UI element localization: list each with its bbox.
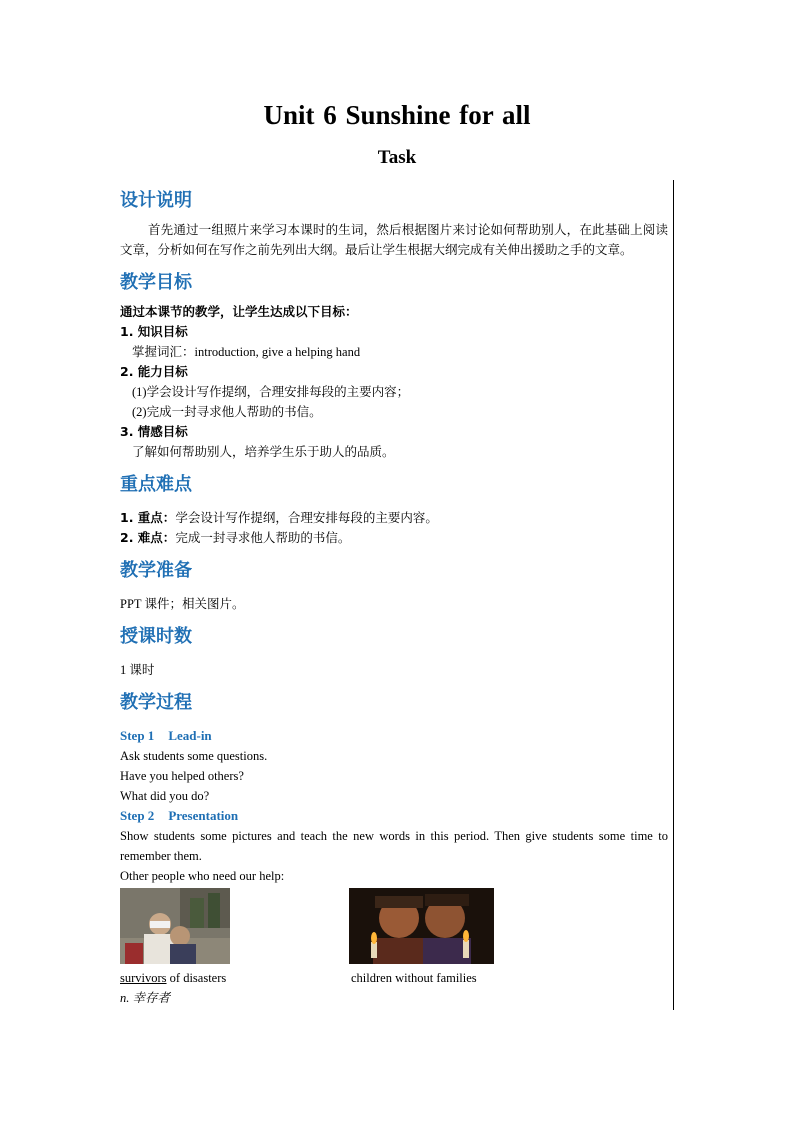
difficult-point-text: 完成一封寻求他人帮助的书信。 [175, 531, 351, 545]
caption-survivors [120, 968, 226, 988]
difficult-point-label: 2. 难点： [120, 530, 176, 545]
section-keypoints-heading: 重点难点 [120, 474, 192, 495]
margin-rule [673, 180, 674, 1010]
caption-survivors-rest: of disasters [166, 971, 227, 985]
picture-captions [120, 968, 668, 988]
step1-number: Step 1 [120, 728, 155, 743]
design-text: 首先通过一组照片来学习本课时的生词，然后根据图片来讨论如何帮助别人，在此基础上阅读文章，分析如何在写作之前先列出大纲。最后让学生根据大纲完成有关伸出援助之手的文章。 [120, 223, 668, 257]
survivors-gloss: n. 幸存者 [120, 991, 171, 1005]
step2-lead: Other people who need our help: [120, 869, 285, 883]
step1-name: Lead-in [168, 728, 212, 743]
section-design-heading: 设计说明 [120, 190, 192, 211]
difficult-point [120, 528, 668, 548]
step1-heading [120, 726, 668, 746]
ability-goal-item-2: (2)完成一封寻求他人帮助的书信。 [132, 405, 322, 419]
knowledge-goal-title: 1. 知识目标 [120, 324, 188, 339]
emotion-goal-title: 3. 情感目标 [120, 424, 188, 439]
step1-line-1: Ask students some questions. [120, 749, 268, 763]
ability-goal-item-1: (1)学会设计写作提纲，合理安排每段的主要内容； [132, 385, 410, 399]
section-hours-heading: 授课时数 [120, 626, 192, 647]
key-point-label: 1. 重点： [120, 510, 176, 525]
key-point-text: 学会设计写作提纲，合理安排每段的主要内容。 [175, 511, 438, 525]
children-candles-photo [349, 888, 494, 964]
emotion-goal-text: 了解如何帮助别人，培养学生乐于助人的品质。 [132, 445, 395, 459]
goals-intro: 通过本课节的教学，让学生达成以下目标： [120, 304, 358, 319]
key-point [120, 508, 668, 528]
caption-children: children without families [351, 971, 477, 985]
lesson-content [120, 188, 668, 1008]
knowledge-goal-text: 掌握词汇：introduction, give a helping hand [132, 345, 361, 359]
ability-goal-title: 2. 能力目标 [120, 364, 188, 379]
step1-line-2: Have you helped others? [120, 769, 244, 783]
step2-number: Step 2 [120, 808, 155, 823]
step2-name: Presentation [168, 808, 239, 823]
picture-row [120, 888, 668, 968]
caption-survivors-word: survivors [120, 971, 167, 985]
section-prep-heading: 教学准备 [120, 560, 192, 581]
hours-text: 1 课时 [120, 663, 155, 677]
step1-line-3: What did you do? [120, 789, 210, 803]
section-goals-heading: 教学目标 [120, 272, 192, 293]
step2-heading [120, 806, 668, 826]
prep-text: PPT 课件；相关图片。 [120, 597, 245, 611]
section-process-heading: 教学过程 [120, 692, 192, 713]
step2-text: Show students some pictures and teach the new words in this period. Then give students some time to remember them. [120, 829, 668, 863]
page-title: Unit 6 Sunshine for all [263, 100, 531, 130]
page-subtitle: Task [377, 147, 417, 168]
disaster-survivors-photo [120, 888, 230, 964]
